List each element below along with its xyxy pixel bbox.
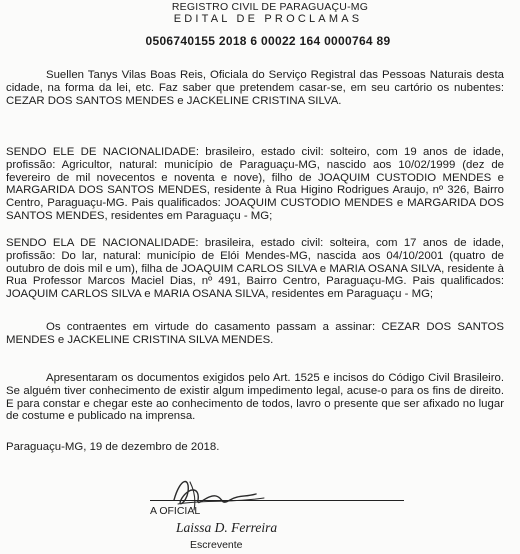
groom-paragraph: SENDO ELE DE NACIONALIDADE: brasileiro, estado civil: solteiro, com 19 anos de idade, profissão: Agricultor, natural: município de Paraguaçu-MG, nascido aos 10/02/1999 (dez de fevereiro de mil novecentos e noventa e nove), filho de JOAQUIM CUSTODIO MENDES e MARGARIDA DOS SANTOS MENDES, residente à Rua Higino Rodrigues Araujo, nº 326, Bairro Centro, Paraguaçu-MG. Pais qualificados: JOAQUIM CUSTODIO MENDES e MARGARIDA DOS SANTOS MENDES, residentes em Paraguaçu - MG; bbox=[6, 146, 504, 222]
place-date: Paraguaçu-MG, 19 de dezembro de 2018. bbox=[6, 441, 220, 453]
registry-name: REGISTRO CIVIL DE PARAGUAÇU-MG bbox=[171, 1, 369, 13]
signature-line bbox=[150, 500, 404, 501]
signatory-role: Escrevente bbox=[190, 539, 243, 551]
document-title: EDITAL DE PROCLAMAS bbox=[173, 13, 363, 25]
signatory-office: A OFICIAL bbox=[150, 505, 201, 517]
bride-paragraph: SENDO ELA DE NACIONALIDADE: brasileira, estado civil: solteira, com 17 anos de idade, profissão: Do lar, natural: município de Elói Mendes-MG, nascida aos 04/10/2001 (quatro de outubro de dois mil e um), filha de JOAQUIM CARLOS SILVA e MARIA OSANA SILVA, residente à Rua Professor Marcos Maciel Dias, nº 491, Bairro Centro, Paraguaçu-MG. Pais qualificados: JOAQUIM CARLOS SILVA e MARIA OSANA SILVA, residentes em Paraguaçu - MG; bbox=[6, 237, 504, 301]
signatory-name: Laissa D. Ferreira bbox=[176, 520, 278, 535]
intro-paragraph: Suellen Tanys Vilas Boas Reis, Oficiala do Serviço Registral das Pessoas Naturais desta cidade, na forma da lei, etc. Faz saber que pretendem casar-se, em seu cartório os nubentes: CEZAR DOS SANTOS MENDES e JACKELINE CRISTINA SILVA. bbox=[6, 69, 504, 107]
names-change-paragraph: Os contraentes em virtude do casamento passam a assinar: CEZAR DOS SANTOS MENDES e JACKELINE CRISTINA SILVA MENDES. bbox=[6, 321, 504, 346]
registry-code: 0506740155 2018 6 00022 164 0000764 89 bbox=[145, 34, 391, 48]
documents-paragraph: Apresentaram os documentos exigidos pelo Art. 1525 e incisos do Código Civil Brasileiro. Se alguém tiver conhecimento de existir algum impedimento legal, acuse-o para os fins de direito. E para constar e chegar este ao conhecimento de todos, lavro o presente que ser afixado no lugar de costume e publicado na imprensa. bbox=[6, 372, 504, 423]
